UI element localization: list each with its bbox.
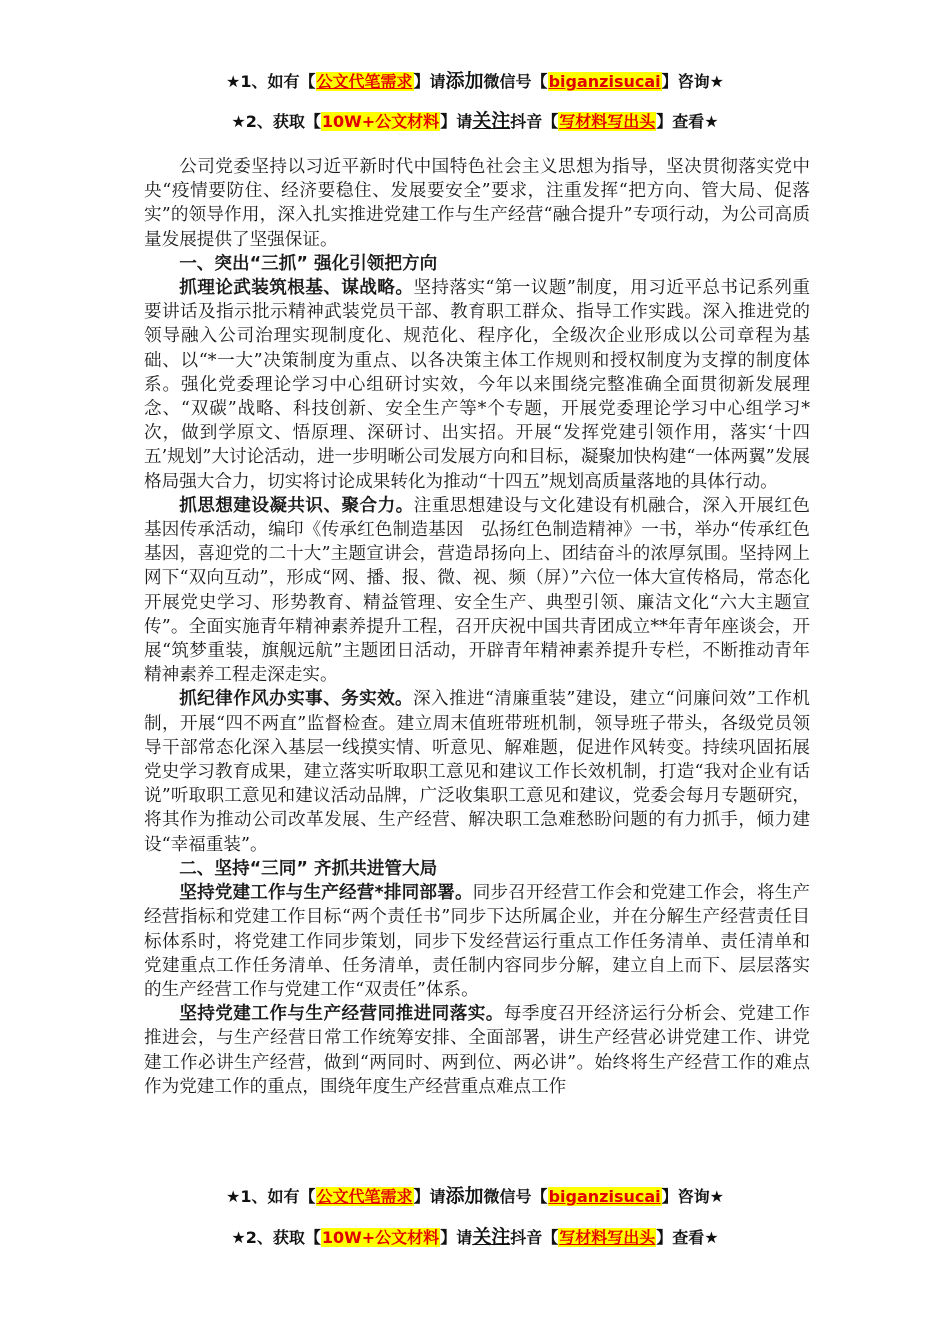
banner-text: 】请 — [440, 112, 473, 131]
banner-emphasis: 添加 — [445, 70, 484, 92]
section-heading-2: 二、坚持“三同” 齐抓共进管大局 — [179, 858, 438, 879]
promo-banner-line-1-bottom — [0, 1185, 950, 1208]
banner-text: 】查看★ — [656, 1228, 719, 1247]
intro-paragraph: 公司党委坚持以习近平新时代中国特色社会主义思想为指导，坚决贯彻落实党中央“疫情要防住、经济要稳住、发展要安全”要求，注重发挥“把方向、管大局、促落实”的领导作用，深入扎实推进党建工作与生产经营“融合提升”专项行动，为公司高质量发展提供了坚强保证。 — [144, 157, 810, 250]
banner-highlight-douyin: 写材料写出头 — [559, 1228, 656, 1247]
banner-text: 】咨询★ — [661, 1187, 724, 1206]
banner-text: ★2、获取【 — [231, 112, 321, 131]
banner-text: ★1、如有【 — [226, 72, 316, 91]
paragraph-body: 深入推进“清廉重装”建设，建立“问廉问效”工作机制，开展“四不两直”监督检查。建立周末值班带班机制，领导班子带头，各级党员领导干部常态化深入基层一线摸实情、听意见、解难题，促进作风转变。持续巩固拓展党史学习教育成果，建立落实听取职工意见和建议工作长效机制，打造“我对企业有话说”听取职工意见和建议活动品牌，广泛收集职工意见和建议，党委会每月专题研究，将其作为推动公司改革发展、生产经营、解决职工急难愁盼问题的有力抓手，倾力建设“幸福重装”。 — [144, 689, 810, 855]
banner-highlight-materials: 10W+公文材料 — [321, 1228, 440, 1247]
banner-highlight-wechat-id: biganzisucai — [548, 72, 661, 91]
section-heading-1: 一、突出“三抓” 强化引领把方向 — [179, 253, 438, 274]
banner-highlight-materials: 10W+公文材料 — [321, 112, 440, 131]
banner-highlight-service: 公文代笔需求 — [316, 1187, 413, 1206]
banner-text: 抖音【 — [510, 1228, 559, 1247]
banner-text: 】请 — [413, 72, 446, 91]
banner-emphasis: 关注 — [472, 110, 511, 132]
banner-highlight-douyin: 写材料写出头 — [559, 112, 656, 131]
banner-emphasis: 关注 — [472, 1226, 511, 1248]
paragraph-body: 同步召开经营工作会和党建工作会，将生产经营指标和党建工作目标“两个责任书”同步下达所属企业，并在分解生产经营责任目标体系时，将党建工作同步策划，同步下发经营运行重点工作任务清单、责任清单和党建重点工作任务清单、任务清单，责任制内容同步分解，建立自上而下、层层落实的生产经营工作与党建工作“双责任”体系。 — [144, 883, 810, 1000]
paragraph-lead: 抓思想建设凝共识、聚合力。 — [179, 495, 414, 516]
banner-highlight-wechat-id: biganzisucai — [548, 1187, 661, 1206]
paragraph-body: 注重思想建设与文化建设有机融合，深入开展红色基因传承活动，编印《传承红色制造基因 弘扬红色制造精神》一书，举办“传承红色基因，喜迎党的二十大”主题宣讲会，营造昂扬向上、团结奋斗的浓厚氛围。坚持网上网下“双向互动”，形成“网、播、报、微、视、频（屏）”六位一体大宣传格局，常态化开展党史学习、形势教育、精益管理、安全生产、典型引领、廉洁文化“六大主题宣传”。全面实施青年精神素养提升工程，召开庆祝中国共青团成立**年青年座谈会，开展“筑梦重装，旗舰远航”主题团日活动，开辟青年精神素养提升专栏，不断推动青年精神素养工程走深走实。 — [144, 495, 810, 686]
banner-text: 】请 — [413, 1187, 446, 1206]
banner-text: 微信号【 — [483, 72, 548, 91]
banner-text: 】咨询★ — [661, 72, 724, 91]
banner-text: ★1、如有【 — [226, 1187, 316, 1206]
paragraph-implementation — [144, 1002, 810, 1099]
promo-banner-line-2-bottom — [0, 1226, 950, 1249]
paragraph-lead: 抓理论武装筑根基、谋战略。 — [179, 278, 414, 299]
document-body — [144, 155, 810, 1099]
banner-highlight-service: 公文代笔需求 — [316, 72, 413, 91]
paragraph-body: 每季度召开经济运行分析会、党建工作推进会，与生产经营日常工作统筹安排、全面部署，讲生产经营必讲党建工作、讲党建工作必讲生产经营，做到“两同时、两到位、两必讲”。始终将生产经营工作的难点作为党建工作的重点，围绕年度生产经营重点难点工作 — [144, 1004, 810, 1097]
paragraph-ideology — [144, 494, 810, 688]
paragraph-lead: 坚持党建工作与生产经营*排同部署。 — [179, 883, 473, 904]
promo-banner-line-2 — [0, 110, 950, 133]
paragraph-body: 坚持落实“第一议题”制度，用习近平总书记系列重要讲话及指示批示精神武装党员干部、教育职工群众、指导工作实践。深入推进党的领导融入公司治理实现制度化、规范化、程序化，全级次企业形成以公司章程为基础、以“*一大”决策制度为重点、以各决策主体工作规则和授权制度为支撑的制度体系。强化党委理论学习中心组研讨实效，今年以来围绕完整准确全面贯彻新发展理念、“双碳”战略、科技创新、安全生产等*个专题，开展党委理论学习中心组学习*次，做到学原文、悟原理、深研讨、出实招。开展“发挥党建引领作用，落实‘十四五’规划”大讨论活动，进一步明晰公司发展方向和目标，凝聚加快构建“一体两翼”发展格局强大合力，切实将讨论成果转化为推动“十四五”规划高质量落地的具体行动。 — [144, 278, 810, 492]
paragraph-discipline — [144, 687, 810, 856]
promo-banner-line-1 — [0, 70, 950, 93]
paragraph-lead: 抓纪律作风办实事、务实效。 — [179, 689, 414, 710]
banner-emphasis: 添加 — [445, 1185, 484, 1207]
paragraph-lead: 坚持党建工作与生产经营同推进同落实。 — [179, 1004, 504, 1025]
banner-text: 抖音【 — [510, 112, 559, 131]
paragraph-deployment — [144, 881, 810, 1002]
banner-text: ★2、获取【 — [231, 1228, 321, 1247]
banner-text: 】请 — [440, 1228, 473, 1247]
paragraph-theory — [144, 276, 810, 494]
banner-text: 微信号【 — [483, 1187, 548, 1206]
banner-text: 】查看★ — [656, 112, 719, 131]
